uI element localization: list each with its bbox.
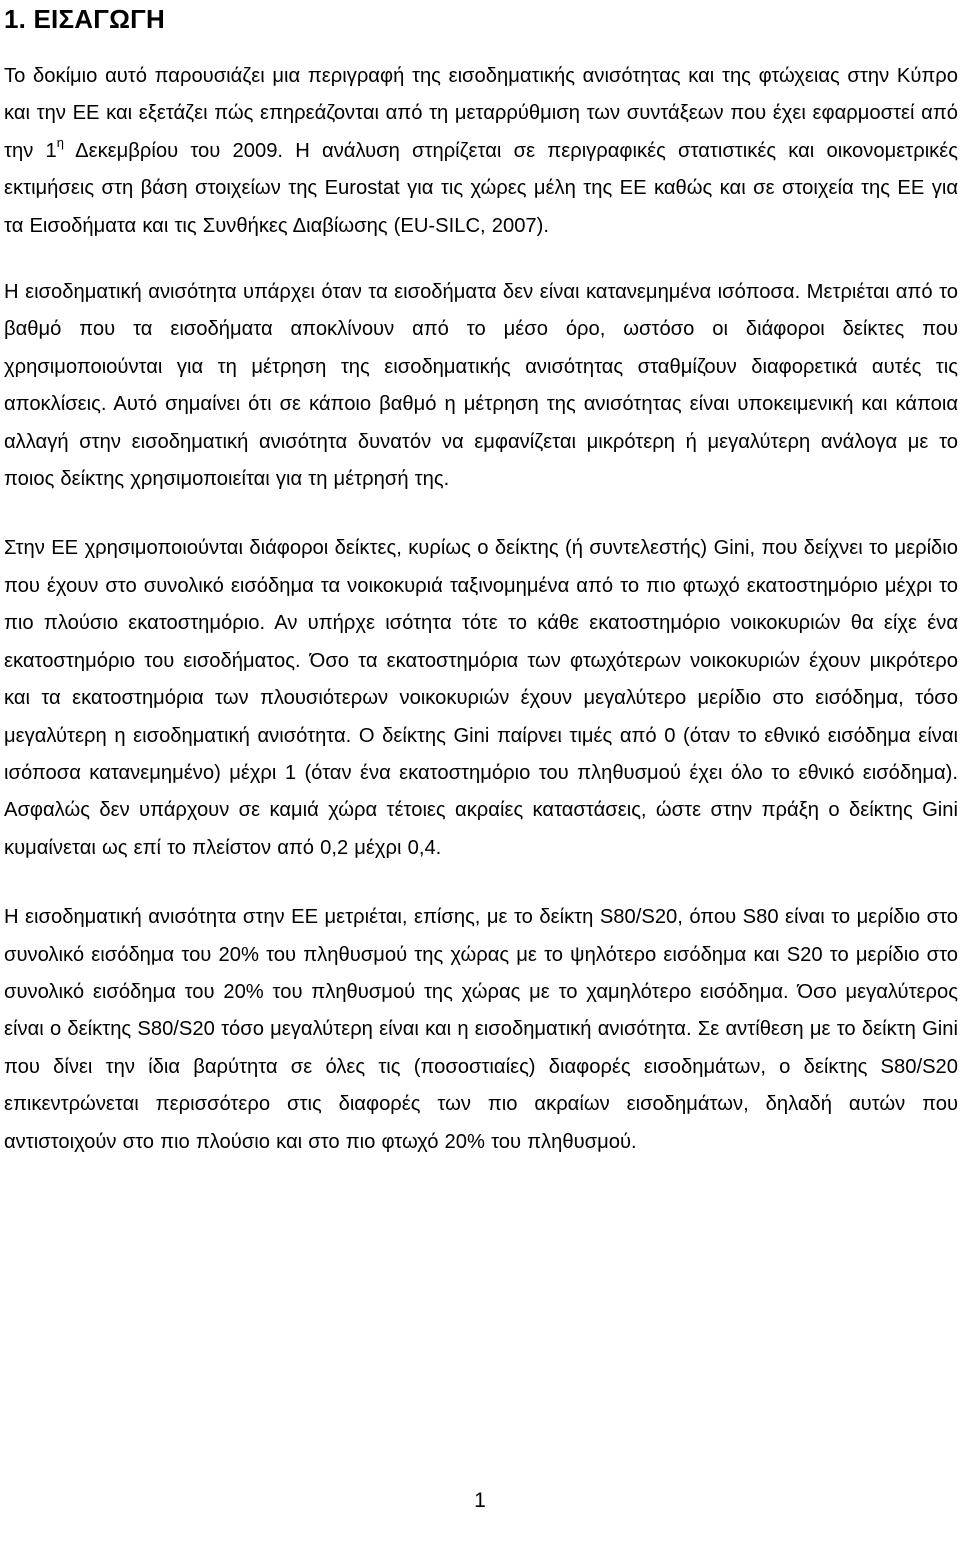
paragraph-s80-s20-index: Η εισοδηματική ανισότητα στην ΕΕ μετριέται, επίσης, με το δείκτη S80/S20, όπου S80 είναι το μερίδιο στο συνολικό εισόδημα του 20% του πληθυσμού της χώρας με το ψηλότερο εισόδημα και S20 το μερίδιο στο συνολικό εισόδημα του 20% του πληθυσμού της χώρας με το χαμηλότερο εισόδημα. Όσο μεγαλύτερος είναι ο δείκτης S80/S20 τόσο μεγαλύτερη είναι και η εισοδηματική ανισότητα. Σε αντίθεση με το δείκτη Gini που δίνει την ίδια βαρύτητα σε όλες τις (ποσοστιαίες) διαφορές εισοδημάτων, ο δείκτης S80/S20 επικεντρώνεται περισσότερο στις διαφορές των πιο ακραίων εισοδημάτων, δηλαδή αυτών που αντιστοιχούν στο πιο πλούσιο και στο πιο φτωχό 20% του πληθυσμού. [4, 906, 958, 1153]
page-number: 1 [474, 1489, 486, 1512]
document-page [4, 0, 958, 1161]
paragraph-introduction-text-start: Το δοκίμιο αυτό παρουσιάζει μια περιγραφή της εισοδηματικής ανισότητας και της φτώχειας στην Κύπρο και την ΕΕ και εξετάζει πώς επηρεάζονται από τη μεταρρύθμιση των συντάξεων που έχει εφαρμοστεί από την 1 [4, 65, 958, 162]
section-heading: 1. ΕΙΣΑΓΩΓΗ [4, 4, 165, 34]
paragraph-introduction-text-end: Δεκεμβρίου του 2009. Η ανάλυση στηρίζεται σε περιγραφικές στατιστικές και οικονομετρικές εκτιμήσεις στη βάση στοιχείων της Eurostat για τις χώρες μέλη της ΕΕ καθώς και σε στοιχεία της ΕΕ για τα Εισοδήματα και τις Συνθήκες Διαβίωσης (EU-SILC, 2007). [4, 139, 958, 237]
paragraph-introduction [4, 58, 958, 245]
ordinal-superscript: η [56, 134, 64, 150]
paragraph-gini-index: Στην ΕΕ χρησιμοποιούνται διάφοροι δείκτες, κυρίως ο δείκτης (ή συντελεστής) Gini, που δείχνει το μερίδιο που έχουν στο συνολικό εισόδημα τα νοικοκυριά ταξινομημένα από το πιο φτωχό εκατοστημόριο μέχρι το πιο πλούσιο εκατοστημόριο. Αν υπήρχε ισότητα τότε το κάθε εκατοστημόριο νοικοκυριών θα είχε ένα εκατοστημόριο του εισοδήματος. Όσο τα εκατοστημόρια των φτωχότερων νοικοκυριών έχουν μικρότερο και τα εκατοστημόρια των πλουσιότερων νοικοκυριών έχουν μεγαλύτερο μερίδιο στο εισόδημα, τόσο μεγαλύτερη η εισοδηματική ανισότητα. Ο δείκτης Gini παίρνει τιμές από 0 (όταν το εθνικό εισόδημα είναι ισόποσα κατανεμημένο) μέχρι 1 (όταν ένα εκατοστημόριο του πληθυσμού έχει όλο το εθνικό εισόδημα). Ασφαλώς δεν υπάρχουν σε καμιά χώρα τέτοιες ακραίες καταστάσεις, ώστε στην πράξη ο δείκτης Gini κυμαίνεται ως επί το πλείστον από 0,2 μέχρι 0,4. [4, 537, 958, 859]
paragraph-income-inequality: Η εισοδηματική ανισότητα υπάρχει όταν τα εισοδήματα δεν είναι κατανεμημένα ισόποσα. Μετριέται από το βαθμό που τα εισοδήματα αποκλίνουν από το μέσο όρο, ωστόσο οι διάφοροι δείκτες που χρησιμοποιούνται για τη μέτρηση της εισοδηματικής ανισότητας σταθμίζουν διαφορετικά αυτές τις αποκλίσεις. Αυτό σημαίνει ότι σε κάποιο βαθμό η μέτρηση της ανισότητας είναι υποκειμενική και κάποια αλλαγή στην εισοδηματική ανισότητα δυνατόν να εμφανίζεται μικρότερη ή μεγαλύτερη ανάλογα με το ποιος δείκτης χρησιμοποιείται για τη μέτρησή της. [4, 281, 958, 491]
